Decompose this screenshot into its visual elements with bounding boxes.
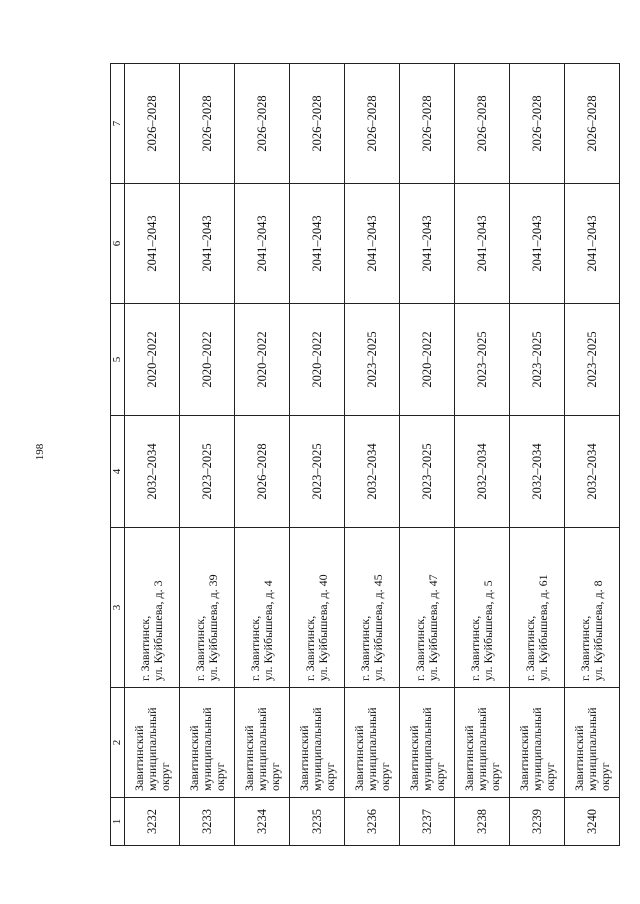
page-number: 198 [34,443,46,461]
district-cell-text: муниципальный [529,707,544,791]
district-cell-text: муниципальный [254,707,269,791]
address-cell-text: ул. Куйбышева, д. 4 [261,580,275,681]
district-cell-text: муниципальный [309,707,324,791]
column-header: 7 [111,64,125,184]
period-cell-7 [290,64,345,184]
period-cell-4-text: 2026–2028 [254,443,269,500]
period-cell-6-text: 2041–2043 [144,215,159,272]
address-cell-text: ул. Куйбышева, д. 47 [426,574,440,681]
address-cell [290,528,345,688]
period-cell-7-text: 2026–2028 [364,95,379,152]
address-cell-text: ул. Куйбышева, д. 5 [481,580,495,681]
period-cell-6 [510,184,565,304]
period-cell-5 [455,304,510,416]
row-id-cell-text: 3240 [584,809,599,834]
period-cell-6 [235,184,290,304]
period-cell-5-text: 2020–2022 [144,331,159,388]
table-row [180,64,235,846]
period-cell-4 [455,416,510,528]
column-header: 1 [111,798,125,846]
period-cell-6-text: 2041–2043 [474,215,489,272]
period-cell-4 [565,416,620,528]
table-row [290,64,345,846]
period-cell-5-text: 2020–2022 [309,331,324,388]
data-table [110,63,620,846]
period-cell-4-text: 2023–2025 [199,443,214,500]
table-row [345,64,400,846]
row-id-cell-text: 3237 [419,809,434,834]
column-header: 2 [111,688,125,798]
period-cell-5-text: 2020–2022 [199,331,214,388]
table-row [125,64,180,846]
period-cell-4-text: 2032–2034 [364,443,379,500]
address-cell-text: ул. Куйбышева, д. 3 [151,580,165,681]
address-cell [180,528,235,688]
period-cell-4-text: 2023–2025 [419,443,434,500]
column-header: 6 [111,184,125,304]
district-cell [180,688,235,798]
period-cell-7 [180,64,235,184]
district-cell-text: муниципальный [474,707,489,791]
column-header: 5 [111,304,125,416]
period-cell-5 [235,304,290,416]
period-cell-6 [290,184,345,304]
address-cell-text: г. Завитинск, [303,615,317,681]
table-frame [110,64,612,846]
district-cell-text: округ [432,762,447,791]
district-cell [565,688,620,798]
district-cell-text: округ [157,762,172,791]
period-cell-7-text: 2026–2028 [144,95,159,152]
row-id-cell [400,798,455,846]
district-cell-text: округ [267,762,282,791]
period-cell-7 [565,64,620,184]
address-cell-text: ул. Куйбышева, д. 8 [591,580,605,681]
period-cell-4 [345,416,400,528]
period-cell-4 [180,416,235,528]
rotated-table-container [110,64,612,846]
table-body [125,64,620,846]
period-cell-5-text: 2023–2025 [474,331,489,388]
address-cell-text: ул. Куйбышева, д. 61 [536,574,550,681]
district-cell-text: муниципальный [144,707,159,791]
row-id-cell [290,798,345,846]
district-cell-text: округ [212,762,227,791]
table-row [565,64,620,846]
row-id-cell [455,798,510,846]
address-cell-text: г. Завитинск, [193,615,207,681]
district-cell-text: муниципальный [419,707,434,791]
period-cell-5 [180,304,235,416]
address-cell-text: ул. Куйбышева, д. 45 [371,574,385,681]
period-cell-6 [565,184,620,304]
address-cell [345,528,400,688]
district-cell-text: округ [377,762,392,791]
district-cell [345,688,400,798]
period-cell-4-text: 2032–2034 [144,443,159,500]
table-row [455,64,510,846]
period-cell-5 [125,304,180,416]
address-cell [565,528,620,688]
table-row [235,64,290,846]
period-cell-7-text: 2026–2028 [529,95,544,152]
row-id-cell-text: 3232 [144,809,159,834]
row-id-cell [235,798,290,846]
period-cell-7-text: 2026–2028 [309,95,324,152]
district-cell-text: Завитинский [406,725,421,791]
address-cell-text: г. Завитинск, [358,615,372,681]
period-cell-6-text: 2041–2043 [364,215,379,272]
period-cell-5 [510,304,565,416]
district-cell-text: Завитинский [461,725,476,791]
row-id-cell [565,798,620,846]
address-cell-text: ул. Куйбышева, д. 40 [316,574,330,681]
district-cell-text: Завитинский [516,725,531,791]
period-cell-5 [345,304,400,416]
district-cell-text: Завитинский [241,725,256,791]
period-cell-7-text: 2026–2028 [474,95,489,152]
period-cell-6 [180,184,235,304]
period-cell-4 [510,416,565,528]
period-cell-7 [125,64,180,184]
period-cell-7-text: 2026–2028 [199,95,214,152]
row-id-cell [345,798,400,846]
period-cell-7-text: 2026–2028 [419,95,434,152]
period-cell-6-text: 2041–2043 [254,215,269,272]
period-cell-7-text: 2026–2028 [584,95,599,152]
address-cell-text: г. Завитинск, [413,615,427,681]
district-cell-text: муниципальный [584,707,599,791]
period-cell-6-text: 2041–2043 [584,215,599,272]
period-cell-5 [565,304,620,416]
period-cell-7 [400,64,455,184]
period-cell-6 [455,184,510,304]
address-cell [510,528,565,688]
period-cell-5-text: 2023–2025 [529,331,544,388]
row-id-cell [125,798,180,846]
period-cell-6-text: 2041–2043 [199,215,214,272]
row-id-cell-text: 3236 [364,809,379,834]
district-cell [455,688,510,798]
period-cell-5 [400,304,455,416]
period-cell-6 [125,184,180,304]
district-cell-text: муниципальный [364,707,379,791]
period-cell-6 [345,184,400,304]
district-cell-text: Завитинский [351,725,366,791]
header-row [111,64,125,846]
row-id-cell-text: 3239 [529,809,544,834]
district-cell [125,688,180,798]
column-header: 3 [111,528,125,688]
district-cell-text: Завитинский [186,725,201,791]
address-cell-text: г. Завитинск, [523,615,537,681]
period-cell-4-text: 2032–2034 [474,443,489,500]
address-cell-text: г. Завитинск, [468,615,482,681]
period-cell-4 [125,416,180,528]
row-id-cell [180,798,235,846]
table-row [400,64,455,846]
address-cell [400,528,455,688]
address-cell-text: г. Завитинск, [578,615,592,681]
district-cell [400,688,455,798]
address-cell-text: ул. Куйбышева, д. 39 [206,574,220,681]
address-cell [125,528,180,688]
period-cell-5 [290,304,345,416]
period-cell-4-text: 2023–2025 [309,443,324,500]
district-cell-text: Завитинский [571,725,586,791]
row-id-cell-text: 3233 [199,809,214,834]
address-cell-text: г. Завитинск, [138,615,152,681]
period-cell-7-text: 2026–2028 [254,95,269,152]
district-cell-text: округ [322,762,337,791]
period-cell-5-text: 2020–2022 [254,331,269,388]
address-cell-text: г. Завитинск, [248,615,262,681]
column-header: 4 [111,416,125,528]
period-cell-4 [400,416,455,528]
district-cell-text: муниципальный [199,707,214,791]
district-cell [290,688,345,798]
period-cell-4 [290,416,345,528]
period-cell-7 [455,64,510,184]
district-cell-text: округ [597,762,612,791]
district-cell-text: Завитинский [296,725,311,791]
district-cell-text: округ [487,762,502,791]
period-cell-4 [235,416,290,528]
address-cell [455,528,510,688]
district-cell [510,688,565,798]
row-id-cell [510,798,565,846]
period-cell-6 [400,184,455,304]
row-id-cell-text: 3234 [254,809,269,834]
row-id-cell-text: 3235 [309,809,324,834]
period-cell-5-text: 2020–2022 [419,331,434,388]
period-cell-4-text: 2032–2034 [584,443,599,500]
period-cell-5-text: 2023–2025 [364,331,379,388]
table-row [510,64,565,846]
row-id-cell-text: 3238 [474,809,489,834]
period-cell-4-text: 2032–2034 [529,443,544,500]
period-cell-6-text: 2041–2043 [419,215,434,272]
period-cell-6-text: 2041–2043 [529,215,544,272]
district-cell-text: Завитинский [131,725,146,791]
district-cell [235,688,290,798]
period-cell-7 [510,64,565,184]
period-cell-7 [345,64,400,184]
district-cell-text: округ [542,762,557,791]
period-cell-5-text: 2023–2025 [584,331,599,388]
address-cell [235,528,290,688]
period-cell-6-text: 2041–2043 [309,215,324,272]
period-cell-7 [235,64,290,184]
